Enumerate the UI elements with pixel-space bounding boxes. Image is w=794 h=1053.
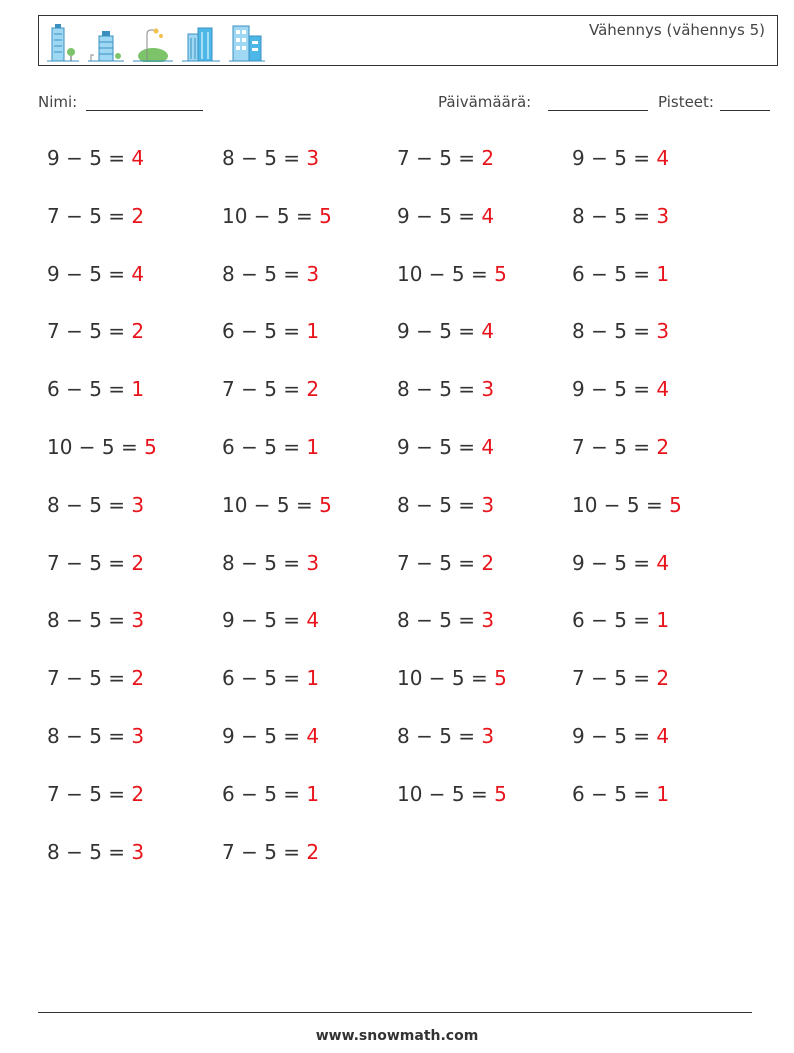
problem-answer: 4 bbox=[306, 723, 320, 748]
problem-item bbox=[397, 608, 494, 632]
problem-row bbox=[47, 204, 747, 262]
problem-row bbox=[47, 435, 747, 493]
problem-grid bbox=[47, 146, 747, 897]
problem-item bbox=[572, 377, 669, 401]
score-field-line[interactable] bbox=[720, 110, 770, 111]
problem-answer: 2 bbox=[481, 550, 495, 575]
problem-item bbox=[222, 840, 319, 864]
problem-answer: 4 bbox=[656, 723, 670, 748]
footer-divider bbox=[38, 1012, 752, 1013]
problem-item bbox=[222, 493, 332, 517]
problem-item bbox=[397, 377, 494, 401]
problem-item bbox=[572, 608, 669, 632]
problem-answer: 2 bbox=[656, 666, 670, 691]
problem-item bbox=[222, 551, 319, 575]
problem-answer: 1 bbox=[306, 781, 320, 806]
problem-answer: 1 bbox=[131, 377, 145, 402]
problem-answer: 4 bbox=[481, 203, 495, 228]
problem-item bbox=[572, 262, 669, 286]
problem-row bbox=[47, 262, 747, 320]
problem-item bbox=[397, 666, 507, 690]
problem-item bbox=[47, 608, 144, 632]
date-field-line[interactable] bbox=[548, 110, 648, 111]
problem-item bbox=[47, 204, 144, 228]
problem-question: 8 − 5 = bbox=[397, 377, 482, 402]
problem-row bbox=[47, 666, 747, 724]
problem-question: 10 − 5 = bbox=[222, 203, 320, 228]
problem-question: 8 − 5 = bbox=[222, 146, 307, 170]
problem-question: 10 − 5 = bbox=[397, 261, 495, 286]
problem-answer: 3 bbox=[131, 492, 145, 517]
problem-question: 8 − 5 = bbox=[47, 492, 132, 517]
problem-answer: 5 bbox=[494, 261, 507, 286]
problem-row bbox=[47, 551, 747, 609]
problem-answer: 1 bbox=[306, 319, 320, 344]
problem-item bbox=[47, 262, 144, 286]
problem-item bbox=[47, 724, 144, 748]
problem-item bbox=[572, 204, 669, 228]
problem-answer: 2 bbox=[131, 666, 145, 691]
name-field-line[interactable] bbox=[86, 110, 203, 111]
problem-item bbox=[572, 782, 669, 806]
problem-item bbox=[222, 262, 319, 286]
problem-question: 6 − 5 = bbox=[222, 319, 307, 344]
problem-answer: 3 bbox=[306, 146, 320, 170]
problem-answer: 3 bbox=[481, 492, 495, 517]
problem-question: 8 − 5 = bbox=[572, 319, 657, 344]
problem-question: 7 − 5 = bbox=[222, 377, 307, 402]
problem-question: 10 − 5 = bbox=[397, 781, 495, 806]
problem-question: 9 − 5 = bbox=[397, 434, 482, 459]
problem-item bbox=[397, 319, 494, 343]
problem-item bbox=[397, 146, 494, 170]
problem-row bbox=[47, 840, 747, 898]
problem-question: 9 − 5 = bbox=[397, 319, 482, 344]
problem-question: 8 − 5 = bbox=[47, 839, 132, 864]
problem-question: 7 − 5 = bbox=[47, 550, 132, 575]
problem-answer: 3 bbox=[131, 608, 145, 633]
apartment-building-icon bbox=[229, 22, 265, 62]
problem-item bbox=[222, 666, 319, 690]
problem-question: 6 − 5 = bbox=[222, 434, 307, 459]
problem-item bbox=[222, 146, 319, 170]
problem-answer: 4 bbox=[656, 377, 670, 402]
problem-question: 8 − 5 = bbox=[397, 492, 482, 517]
problem-answer: 5 bbox=[319, 492, 332, 517]
problem-answer: 3 bbox=[481, 377, 495, 402]
problem-question: 8 − 5 = bbox=[47, 723, 132, 748]
problem-answer: 3 bbox=[131, 723, 145, 748]
problem-question: 7 − 5 = bbox=[397, 146, 482, 170]
problem-item bbox=[397, 782, 507, 806]
problem-item bbox=[47, 782, 144, 806]
small-building-icon bbox=[88, 22, 124, 62]
problem-row bbox=[47, 608, 747, 666]
worksheet-header bbox=[38, 15, 778, 66]
problem-answer: 2 bbox=[131, 319, 145, 344]
problem-item bbox=[397, 435, 494, 459]
problem-question: 9 − 5 = bbox=[572, 146, 657, 170]
problem-question: 7 − 5 = bbox=[47, 666, 132, 691]
problem-item bbox=[222, 724, 319, 748]
problem-row bbox=[47, 377, 747, 435]
problem-question: 8 − 5 = bbox=[397, 723, 482, 748]
problem-row bbox=[47, 319, 747, 377]
problem-answer: 5 bbox=[144, 434, 157, 459]
office-building-icon bbox=[182, 22, 220, 62]
problem-answer: 5 bbox=[669, 492, 682, 517]
worksheet-title: Vähennys (vähennys 5) bbox=[588, 21, 765, 39]
park-icon bbox=[133, 22, 173, 62]
problem-question: 9 − 5 = bbox=[397, 203, 482, 228]
problem-answer: 5 bbox=[494, 666, 507, 691]
problem-answer: 3 bbox=[481, 608, 495, 633]
student-info-row bbox=[38, 93, 770, 117]
problem-item bbox=[47, 146, 144, 170]
problem-question: 6 − 5 = bbox=[572, 608, 657, 633]
footer-url[interactable]: www.snowmath.com bbox=[315, 1028, 479, 1044]
problem-question: 7 − 5 = bbox=[47, 203, 132, 228]
problem-question: 7 − 5 = bbox=[572, 666, 657, 691]
problem-item bbox=[572, 724, 669, 748]
problem-question: 9 − 5 = bbox=[572, 377, 657, 402]
problem-answer: 4 bbox=[131, 261, 145, 286]
date-label: Päivämäärä: bbox=[438, 93, 532, 111]
problem-answer: 5 bbox=[319, 203, 332, 228]
header-icons bbox=[47, 22, 265, 62]
problem-answer: 1 bbox=[656, 261, 670, 286]
problem-item bbox=[222, 608, 319, 632]
problem-item bbox=[572, 551, 669, 575]
problem-question: 6 − 5 = bbox=[47, 377, 132, 402]
problem-question: 8 − 5 = bbox=[222, 261, 307, 286]
problem-row bbox=[47, 724, 747, 782]
problem-question: 6 − 5 = bbox=[572, 781, 657, 806]
problem-answer: 3 bbox=[481, 723, 495, 748]
problem-item bbox=[572, 146, 669, 170]
score-label: Pisteet: bbox=[658, 93, 714, 111]
problem-item bbox=[47, 435, 157, 459]
problem-item bbox=[572, 319, 669, 343]
problem-item bbox=[572, 435, 669, 459]
problem-item bbox=[397, 724, 494, 748]
problem-question: 7 − 5 = bbox=[47, 319, 132, 344]
problem-question: 9 − 5 = bbox=[222, 608, 307, 633]
problem-item bbox=[222, 319, 319, 343]
problem-answer: 4 bbox=[656, 550, 670, 575]
problem-answer: 3 bbox=[306, 550, 320, 575]
problem-item bbox=[397, 204, 494, 228]
problem-item bbox=[572, 493, 682, 517]
problem-item bbox=[222, 435, 319, 459]
problem-answer: 2 bbox=[656, 434, 670, 459]
problem-answer: 1 bbox=[656, 781, 670, 806]
problem-question: 9 − 5 = bbox=[47, 261, 132, 286]
problem-answer: 4 bbox=[481, 319, 495, 344]
problem-item bbox=[222, 204, 332, 228]
problem-item bbox=[47, 493, 144, 517]
problem-question: 10 − 5 = bbox=[222, 492, 320, 517]
problem-question: 6 − 5 = bbox=[572, 261, 657, 286]
problem-answer: 3 bbox=[131, 839, 145, 864]
problem-question: 7 − 5 = bbox=[397, 550, 482, 575]
problem-row bbox=[47, 493, 747, 551]
problem-answer: 2 bbox=[306, 839, 320, 864]
problem-item bbox=[47, 840, 144, 864]
problem-answer: 2 bbox=[481, 146, 495, 170]
problem-answer: 5 bbox=[494, 781, 507, 806]
problem-question: 6 − 5 = bbox=[222, 781, 307, 806]
problem-question: 10 − 5 = bbox=[572, 492, 670, 517]
problem-answer: 2 bbox=[131, 550, 145, 575]
problem-question: 7 − 5 = bbox=[222, 839, 307, 864]
problem-item bbox=[47, 551, 144, 575]
problem-answer: 1 bbox=[656, 608, 670, 633]
name-label: Nimi: bbox=[38, 93, 78, 111]
problem-question: 8 − 5 = bbox=[397, 608, 482, 633]
problem-answer: 2 bbox=[306, 377, 320, 402]
problem-answer: 2 bbox=[131, 203, 145, 228]
problem-question: 9 − 5 = bbox=[572, 723, 657, 748]
problem-item bbox=[572, 666, 669, 690]
problem-item bbox=[47, 319, 144, 343]
problem-answer: 3 bbox=[306, 261, 320, 286]
problem-answer: 2 bbox=[131, 781, 145, 806]
problem-answer: 1 bbox=[306, 434, 320, 459]
problem-question: 7 − 5 = bbox=[572, 434, 657, 459]
problem-question: 6 − 5 = bbox=[222, 666, 307, 691]
problem-row bbox=[47, 782, 747, 840]
problem-item bbox=[222, 782, 319, 806]
problem-item bbox=[397, 493, 494, 517]
problem-answer: 4 bbox=[306, 608, 320, 633]
problem-question: 9 − 5 = bbox=[572, 550, 657, 575]
problem-answer: 3 bbox=[656, 319, 670, 344]
problem-question: 10 − 5 = bbox=[397, 666, 495, 691]
problem-item bbox=[397, 262, 507, 286]
problem-answer: 1 bbox=[306, 666, 320, 691]
problem-item bbox=[222, 377, 319, 401]
tall-building-icon bbox=[47, 22, 79, 62]
problem-question: 8 − 5 = bbox=[572, 203, 657, 228]
problem-question: 9 − 5 = bbox=[222, 723, 307, 748]
problem-row bbox=[47, 146, 747, 204]
problem-question: 10 − 5 = bbox=[47, 434, 145, 459]
problem-answer: 4 bbox=[131, 146, 145, 170]
problem-answer: 4 bbox=[656, 146, 670, 170]
problem-answer: 4 bbox=[481, 434, 495, 459]
problem-question: 7 − 5 = bbox=[47, 781, 132, 806]
problem-question: 8 − 5 = bbox=[222, 550, 307, 575]
problem-item bbox=[397, 551, 494, 575]
problem-question: 9 − 5 = bbox=[47, 146, 132, 170]
problem-item bbox=[47, 666, 144, 690]
problem-item bbox=[47, 377, 144, 401]
problem-question: 8 − 5 = bbox=[47, 608, 132, 633]
problem-answer: 3 bbox=[656, 203, 670, 228]
